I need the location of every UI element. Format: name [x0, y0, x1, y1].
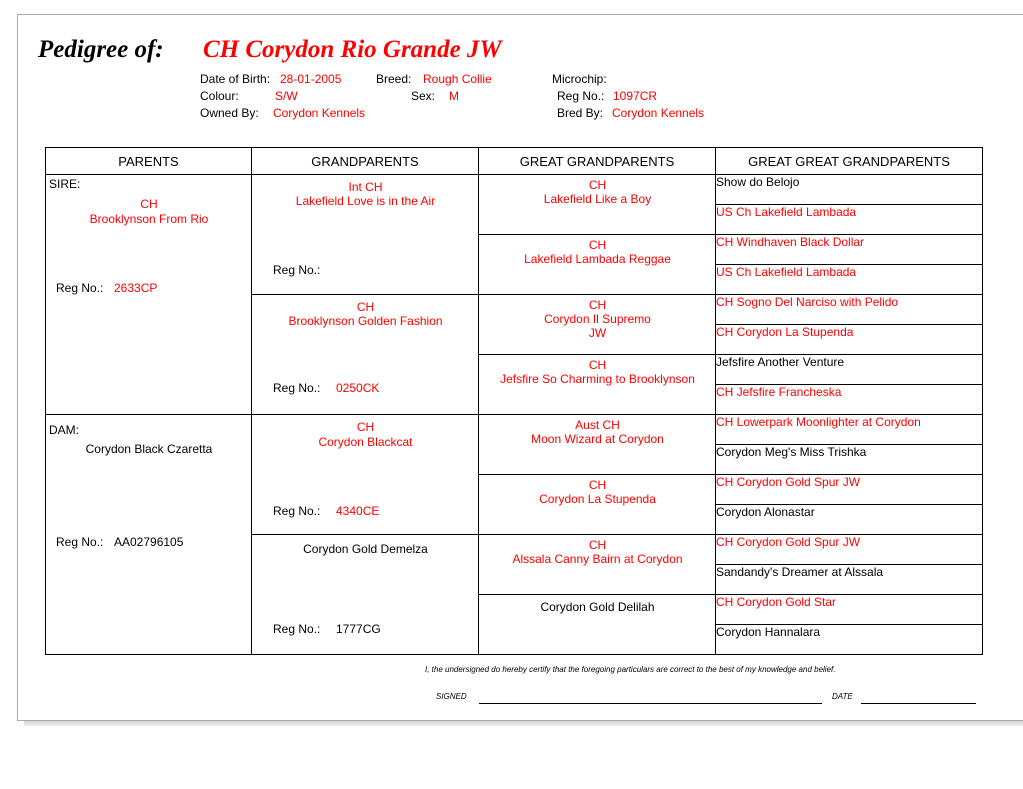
grandparent-reg: 1777CG: [336, 622, 381, 636]
great-grandparent-name: Lakefield Like a Boy: [543, 192, 652, 206]
ggg-entry: Corydon Meg's Miss Trishka: [716, 445, 983, 475]
sire-label: SIRE:: [49, 177, 81, 191]
great-grandparent-title: CH: [588, 478, 607, 492]
ggg-entry: Corydon Alonastar: [716, 505, 983, 535]
great-grandparent-cell-6: [479, 475, 716, 535]
dam-reg-label: Reg No.:: [56, 535, 104, 549]
great-grandparent-cell-4: [479, 355, 716, 415]
ggg-entry: CH Jefsfire Francheska: [716, 385, 983, 415]
breed-value: Rough Collie: [423, 72, 492, 86]
great-grandparent-name: Corydon Gold Delilah: [540, 600, 655, 614]
grandparent-title: CH: [356, 300, 375, 314]
great-grandparent-name: Corydon Il Supremo: [544, 312, 651, 326]
sire-cell: [46, 175, 252, 415]
great-grandparent-name: Moon Wizard at Corydon: [531, 432, 664, 446]
ggg-entry: Jefsfire Another Venture: [716, 355, 983, 385]
regno-value: 1097CR: [613, 89, 658, 103]
dog-name: CH Corydon Rio Grande JW: [203, 36, 502, 63]
ggg-entry: CH Corydon Gold Star: [716, 595, 983, 625]
sire-name: Brooklynson From Rio: [89, 212, 209, 226]
ggg-entry: US Ch Lakefield Lambada: [716, 265, 983, 295]
ggg-entry: CH Corydon La Stupenda: [716, 325, 983, 355]
sire-reg: 2633CP: [114, 281, 158, 295]
grandparent-reg-label: Reg No.:: [273, 263, 321, 277]
great-grandparent-name: Corydon La Stupenda: [539, 492, 656, 506]
great-grandparent-name: Lakefield Lambada Reggae: [524, 252, 671, 266]
ggg-entry: CH Lowerpark Moonlighter at Corydon: [716, 415, 983, 445]
owned-label: Owned By:: [200, 106, 259, 120]
great-grandparent-cell-7: [479, 535, 716, 595]
grandparent-name: Lakefield Love is in the Air: [295, 194, 436, 208]
great-grandparent-cell-5: [479, 415, 716, 475]
great-grandparent-title: Aust CH: [575, 418, 620, 432]
great-grandparent-cell-1: [479, 175, 716, 235]
sire-reg-label: Reg No.:: [56, 281, 104, 295]
great-grandparent-title: CH: [588, 358, 607, 372]
signed-label: SIGNED: [436, 692, 467, 701]
grandparent-reg: 0250CK: [336, 381, 380, 395]
grandparent-reg-label: Reg No.:: [273, 622, 321, 636]
dam-cell: [46, 415, 252, 655]
ggg-entry: CH Windhaven Black Dollar: [716, 235, 983, 265]
ggg-entry: Show do Belojo: [716, 175, 983, 205]
dob-label: Date of Birth:: [200, 72, 271, 86]
ggg-entry: CH Corydon Gold Spur JW: [716, 475, 983, 505]
grandparent-cell-1: [252, 175, 479, 295]
great-grandparent-cell-2: [479, 235, 716, 295]
great-grandparent-title: CH: [588, 238, 607, 252]
regno-label: Reg No.:: [557, 89, 605, 103]
great-grandparent-title: CH: [588, 178, 607, 192]
grandparent-title: Int CH: [348, 180, 383, 194]
ggg-entry: US Ch Lakefield Lambada: [716, 205, 983, 235]
sex-label: Sex:: [411, 89, 436, 103]
great-grandparent-title: CH: [588, 538, 607, 552]
grandparent-reg-label: Reg No.:: [273, 504, 321, 518]
great-grandparent-name: Alssala Canny Bairn at Corydon: [512, 552, 683, 566]
ggg-entry: CH Sogno Del Narciso with Pelido: [716, 295, 983, 325]
grandparent-name: Brooklynson Golden Fashion: [288, 314, 443, 328]
great-grandparent-name-line2: JW: [588, 326, 607, 340]
date-label: DATE: [832, 692, 853, 701]
great-grandparent-title: CH: [588, 298, 607, 312]
great-grandparent-name: Jefsfire So Charming to Brooklynson: [500, 372, 695, 386]
great-grandparent-cell-8: [479, 595, 716, 655]
signature-line: [479, 703, 822, 704]
ggg-entry: Corydon Hannalara: [716, 625, 983, 655]
ggg-entry: Sandandy's Dreamer at Alssala: [716, 565, 983, 595]
column-header-grandparents: GRANDPARENTS: [252, 148, 479, 175]
owned-value: Corydon Kennels: [273, 106, 366, 120]
sire-title: CH: [140, 197, 158, 211]
grandparent-cell-3: [252, 415, 479, 535]
pedigree-table: [45, 147, 983, 655]
ggg-entry: CH Corydon Gold Spur JW: [716, 535, 983, 565]
grandparent-name: Corydon Blackcat: [318, 435, 413, 449]
column-header-great-grandparents: GREAT GRANDPARENTS: [479, 148, 716, 175]
pedigree-title-label: Pedigree of:: [38, 36, 164, 63]
bred-value: Corydon Kennels: [612, 106, 705, 120]
great-grandparent-cell-3: [479, 295, 716, 355]
grandparent-reg-label: Reg No.:: [273, 381, 321, 395]
column-header-great-great-grandparents: GREAT GREAT GRANDPARENTS: [716, 148, 983, 175]
grandparent-name: Corydon Gold Demelza: [303, 542, 428, 556]
grandparent-reg: 4340CE: [336, 504, 380, 518]
grandparent-cell-2: [252, 295, 479, 415]
dob-value: 28-01-2005: [280, 72, 342, 86]
bred-label: Bred By:: [557, 106, 604, 120]
certification-text: I, the undersigned do hereby certify that the foregoing particulars are correct to the best of my knowledge and belief.: [425, 665, 836, 674]
colour-label: Colour:: [200, 89, 239, 103]
date-line: [861, 703, 976, 704]
colour-value: S/W: [275, 89, 298, 103]
grandparent-cell-4: [252, 535, 479, 655]
dam-label: DAM:: [49, 423, 79, 437]
sex-value: M: [449, 89, 459, 103]
dam-name: Corydon Black Czaretta: [85, 442, 213, 456]
column-header-parents: PARENTS: [46, 148, 252, 175]
dam-reg: AA02796105: [114, 535, 184, 549]
microchip-label: Microchip:: [552, 72, 607, 86]
grandparent-title: CH: [356, 420, 375, 434]
breed-label: Breed:: [376, 72, 412, 86]
